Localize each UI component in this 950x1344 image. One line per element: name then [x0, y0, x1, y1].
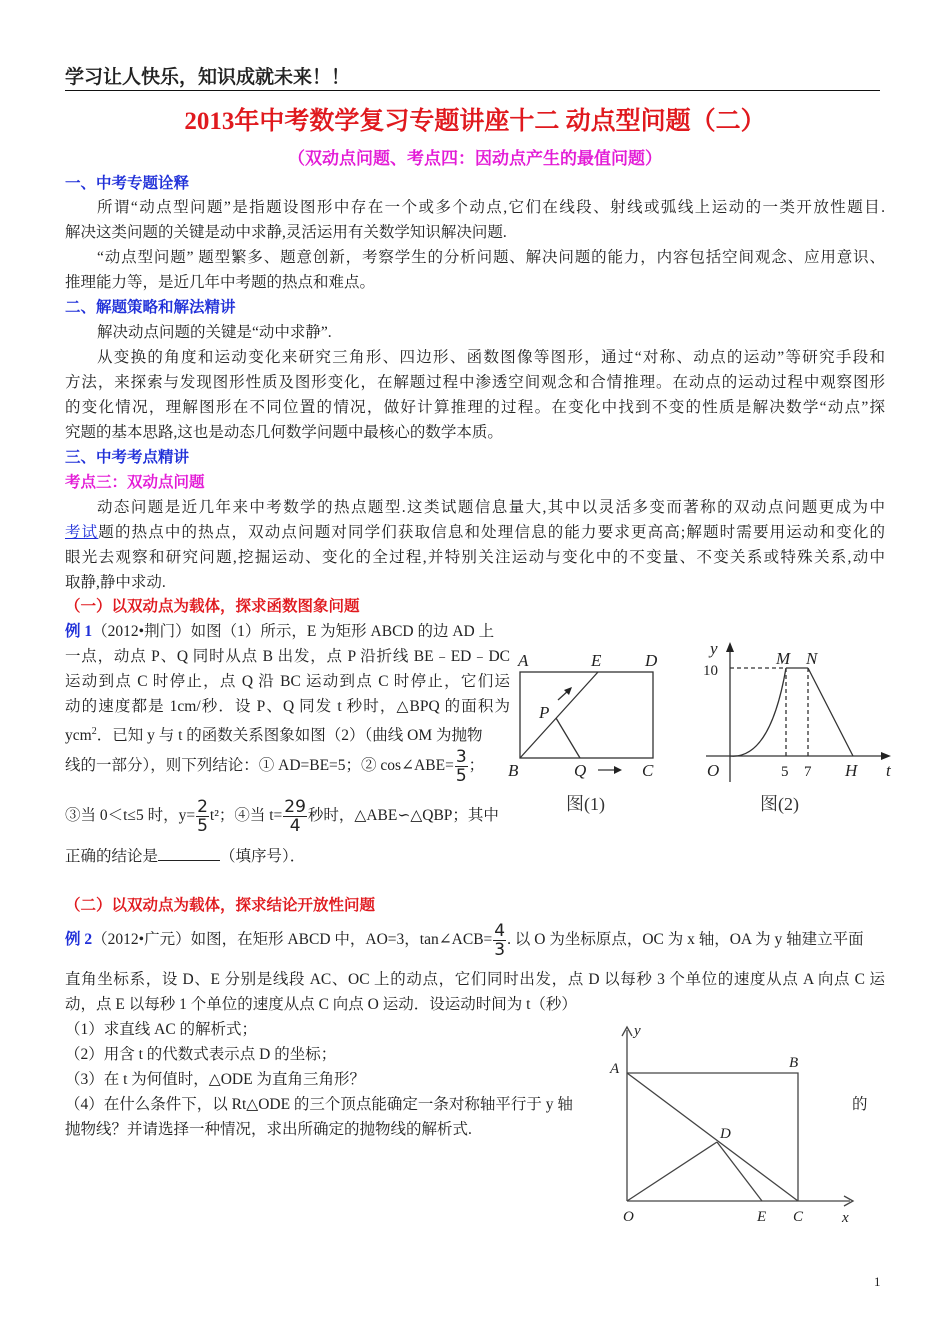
label-a: A: [518, 651, 529, 670]
label-p: P: [539, 703, 550, 722]
example-text: . 以 O 为坐标原点，OC 为 x 轴，OA 为 y 轴建立平面: [507, 931, 864, 948]
example2-line: 直角坐标系，设 D、E 分别是线段 AC、OC 上的动点，它们同时出发，点 D 以每秒 3 个单位的速度从点 A 向点 C 运: [65, 971, 885, 988]
example-2-figure: [627, 1030, 850, 1201]
label-e: E: [757, 1209, 767, 1225]
paragraph-line: 究题的基本思路,这也是动态几何数学问题中最核心的数学本质。: [65, 424, 503, 441]
part2-heading: （二）以双动点为载体，探求结论开放性问题: [65, 897, 376, 914]
example-text: ycm: [65, 727, 92, 745]
example1-line: 运动到点 C 时停止，点 Q 沿 BC 运动到点 C 时停止，它们运: [65, 673, 510, 690]
figure-1-caption: 图(1): [566, 794, 605, 814]
numerator: 29: [284, 796, 306, 817]
numerator: 4: [494, 920, 506, 941]
example-text: （填序号）．: [220, 848, 306, 865]
paragraph-line: 的变化情况，理解图形在不同位置的情况，做好计算推理的过程。在变化中找到不变的性质是解决数学“动点”探: [65, 399, 885, 416]
paragraph-line: 解决动点问题的关键是“动中求静”.: [97, 324, 332, 341]
label-d: D: [720, 1126, 731, 1142]
superscript: 2: [91, 726, 97, 737]
tick-10: 10: [703, 663, 718, 679]
example-text: 线的一部分），则下列结论：① AD=BE=5；② cos∠ABE=: [65, 757, 454, 774]
segment-de: [717, 1142, 762, 1201]
paragraph-line: 方法，来探索与发现图形性质及图形变化，在解题过程中渗透空间观念和合情推理。在动点的运动过程中观察图形: [65, 374, 885, 391]
exam-link[interactable]: 考试: [65, 524, 99, 541]
example1-line: 一点，动点 P、Q 同时从点 B 出发，点 P 沿折线 BE﹣ED﹣DC: [65, 648, 510, 665]
denominator: 5: [455, 765, 467, 786]
paragraph-line: 动态问题是近几年来中考数学的热点题型.这类试题信息量大,其中以灵活多变而著称的双动点问题更成为中: [97, 499, 885, 516]
example-text: t²；④当 t=: [209, 807, 283, 824]
denominator: 4: [289, 815, 301, 836]
arrowhead-q-icon: [614, 766, 622, 774]
section-heading-1: 一、中考专题诠释: [65, 175, 190, 192]
denominator: 5: [197, 815, 208, 836]
label-t: t: [886, 761, 891, 780]
example-label: 例 2: [65, 931, 93, 948]
question-3: （3）在 t 为何值时，△ODE 为直角三角形？: [65, 1071, 365, 1088]
label-y: y: [710, 639, 718, 658]
label-y: y: [634, 1023, 641, 1039]
segment-nh: [808, 668, 853, 756]
paragraph-line: 从变换的角度和运动变化来研究三角形、四边形、函数图像等图形，通过“对称、动点的运动”等研究手段和: [97, 349, 885, 366]
segment-pq: [556, 718, 580, 758]
example-text: （2012•广元）如图，在矩形 ABCD 中，AO=3，tan∠ACB=: [92, 931, 493, 948]
question-2: （2）用含 t 的代数式表示点 D 的坐标；: [65, 1046, 337, 1063]
example-text: ③当 0＜t≤5 时，y=: [65, 807, 196, 824]
label-o: O: [623, 1209, 634, 1225]
page-subtitle: （双动点问题、考点四：因动点产生的最值问题）: [288, 149, 662, 168]
paragraph-line: 取静,静中求动.: [65, 574, 166, 591]
label-m: M: [776, 649, 791, 668]
segment-od: [627, 1142, 717, 1201]
label-e: E: [591, 651, 602, 670]
kaodian-heading: 考点三：双动点问题: [65, 474, 205, 491]
header-motto: 学习让人快乐，知识成就未来！！: [65, 67, 351, 88]
paragraph-line: 推理能力等，是近几年中考题的热点和难点。: [65, 274, 376, 291]
label-q: Q: [574, 761, 587, 780]
numerator: 3: [455, 746, 467, 767]
figure-2-graph: [706, 648, 885, 782]
question-4: （4）在什么条件下，以 Rt△ODE 的三个顶点能确定一条对称轴平行于 y 轴: [65, 1096, 573, 1113]
page-number: 1: [874, 1274, 881, 1289]
example-label: 例 1: [65, 623, 93, 640]
question-4-cont: 抛物线？并请选择一种情况，求出所确定的抛物线的解析式.: [65, 1121, 472, 1138]
parabola-om: [730, 668, 786, 756]
example-text: ．已知 y 与 t 的函数关系图象如图（2）（曲线 OM 为抛物: [96, 727, 483, 745]
paragraph-line: “动点型问题” 题型繁多、题意创新，考察学生的分析问题、解决问题的能力，内容包括空间观念、应用意识、: [97, 249, 885, 266]
label-b: B: [789, 1055, 799, 1071]
label-d: D: [645, 651, 658, 670]
paragraph-line: 解决这类问题的关键是动中求静,灵活运用有关数学知识解决问题.: [65, 224, 507, 241]
example-text: ；: [468, 757, 485, 774]
part1-heading: （一）以双动点为载体，探求函数图象问题: [65, 598, 360, 615]
question-4-tail: 的: [852, 1096, 868, 1113]
section-heading-3: 三、中考考点精讲: [65, 449, 190, 466]
label-x: x: [842, 1210, 849, 1226]
label-o: O: [707, 761, 720, 780]
example1-line: 动的速度都是 1cm/秒．设 P、Q 同发 t 秒时，△BPQ 的面积为: [65, 698, 510, 715]
label-b: B: [508, 761, 519, 780]
example-text: 正确的结论是: [65, 848, 159, 865]
numerator: 2: [197, 796, 208, 817]
label-h: H: [845, 761, 858, 780]
example-text: 秒时，△ABE∽△QBP；其中: [307, 807, 499, 824]
example-text: （2012•荆门）如图（1）所示，E 为矩形 ABCD 的边 AD 上: [92, 623, 495, 640]
example2-line: 动，点 E 以每秒 1 个单位的速度从点 C 向点 O 运动．设运动时间为 t（秒）: [65, 996, 577, 1013]
t-arrow-icon: [881, 752, 891, 760]
label-n: N: [806, 649, 818, 668]
diagonal-ac: [627, 1073, 798, 1201]
paragraph-line: 所谓“动点型问题”是指题设图形中存在一个或多个动点,它们在线段、射线或弧线上运动的一类开放性题目.: [97, 199, 885, 216]
paragraph-line: 眼光去观察和研究问题,挖掘运动、变化的全过程,并特别关注运动与变化中的不变量、不变关系或特殊关系,动中: [65, 549, 885, 566]
section-heading-2: 二、解题策略和解法精讲: [65, 299, 236, 316]
question-1: （1）求直线 AC 的解析式；: [65, 1021, 258, 1038]
label-a: A: [610, 1061, 620, 1077]
label-c: C: [793, 1209, 804, 1225]
denominator: 3: [494, 939, 506, 960]
label-c: C: [642, 761, 654, 780]
page-title: 2013年中考数学复习专题讲座十二 动点型问题（二）: [184, 108, 766, 135]
tick-5: 5: [781, 764, 789, 780]
segment-be: [520, 672, 598, 758]
tick-7: 7: [804, 764, 812, 780]
figure-2-caption: 图(2): [760, 794, 799, 814]
paragraph-text: 题的热点中的热点，双动点问题对同学们获取信息和处理信息的能力要求更高高;解题时需要用运动和变化的: [98, 524, 885, 541]
y-arrow-icon: [726, 642, 734, 652]
